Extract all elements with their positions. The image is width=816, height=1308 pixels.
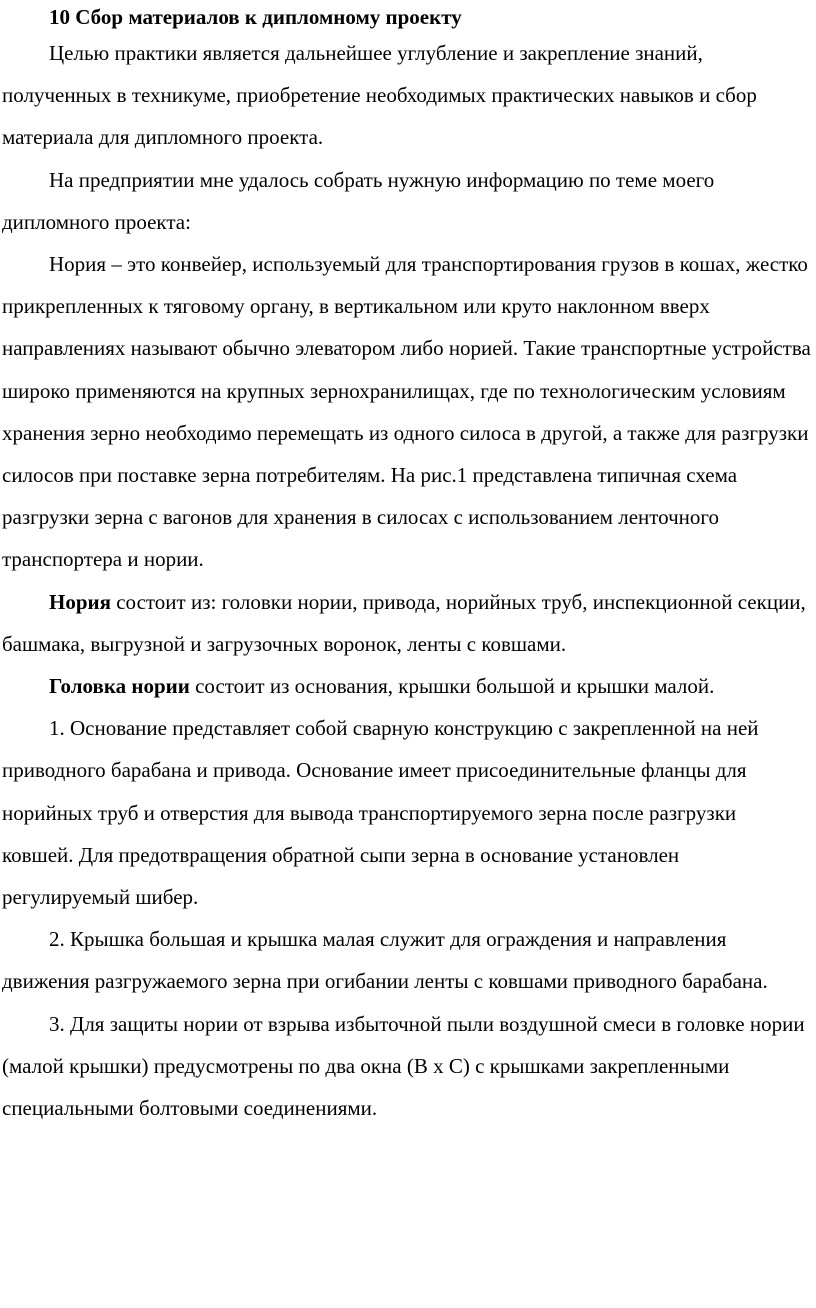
paragraph-text: Целью практики является дальнейшее углубление и закрепление знаний, полученных в техникуме, приобретение необходимых практических навыков и сбор материала для дипломного проекта. bbox=[2, 41, 757, 150]
paragraph-text: 1. Основание представляет собой сварную конструкцию с закрепленной на ней приводного барабана и привода. Основание имеет присоединительные фланцы для норийных труб и отверстия для вывода транспортируемого зерна после разгрузки ковшей. Для предотвращения обратной сыпи зерна в основание установлен регулируемый шибер. bbox=[2, 716, 759, 910]
paragraph-item-2 bbox=[2, 918, 812, 1002]
bold-term: Нория bbox=[49, 589, 111, 614]
paragraph-head-components bbox=[2, 665, 812, 707]
paragraph-text: 2. Крышка большая и крышка малая служит для ограждения и направления движения разгружаемого зерна при огибании ленты с ковшами приводного барабана. bbox=[2, 927, 768, 994]
paragraph-noria-components bbox=[2, 581, 812, 665]
paragraph-text: На предприятии мне удалось собрать нужную информацию по теме моего дипломного проекта: bbox=[2, 167, 715, 234]
paragraph-item-3 bbox=[2, 1003, 812, 1130]
paragraph-text: 3. Для защиты нории от взрыва избыточной пыли воздушной смеси в головке нории (малой крышки) предусмотрены по два окна (В х С) с крышками закрепленными специальными болтовыми соединениями. bbox=[2, 1011, 805, 1121]
paragraph-text: состоит из: головки нории, привода, норийных труб, инспекционной секции, башмака, выгрузной и загрузочных воронок, ленты с ковшами. bbox=[2, 589, 806, 656]
paragraph-text: состоит из основания, крышки большой и крышки малой. bbox=[189, 674, 715, 699]
bold-term: Головка нории bbox=[49, 674, 190, 699]
paragraph-item-1 bbox=[2, 707, 812, 918]
paragraph-collected-info bbox=[2, 159, 812, 243]
section-heading: 10 Сбор материалов к дипломному проекту bbox=[49, 5, 462, 29]
paragraph-practice-goal bbox=[2, 32, 812, 159]
paragraph-noria-definition bbox=[2, 243, 812, 581]
paragraph-text: Нория – это конвейер, используемый для транспортирования грузов в кошах, жестко прикрепленных к тяговому органу, в вертикальном или круто наклонном вверх направлениях называют обычно элеватором либо норией. Такие транспортные устройства широко применяются на крупных зернохранилищах, где по технологическим условиям хранения зерно необходимо перемещать из одного силоса в другой, а также для разгрузки силосов при поставке зерна потребителям. На рис.1 представлена типичная схема разгрузки зерна с вагонов для хранения в силосах с использованием ленточного транспортера и нории. bbox=[2, 252, 811, 572]
